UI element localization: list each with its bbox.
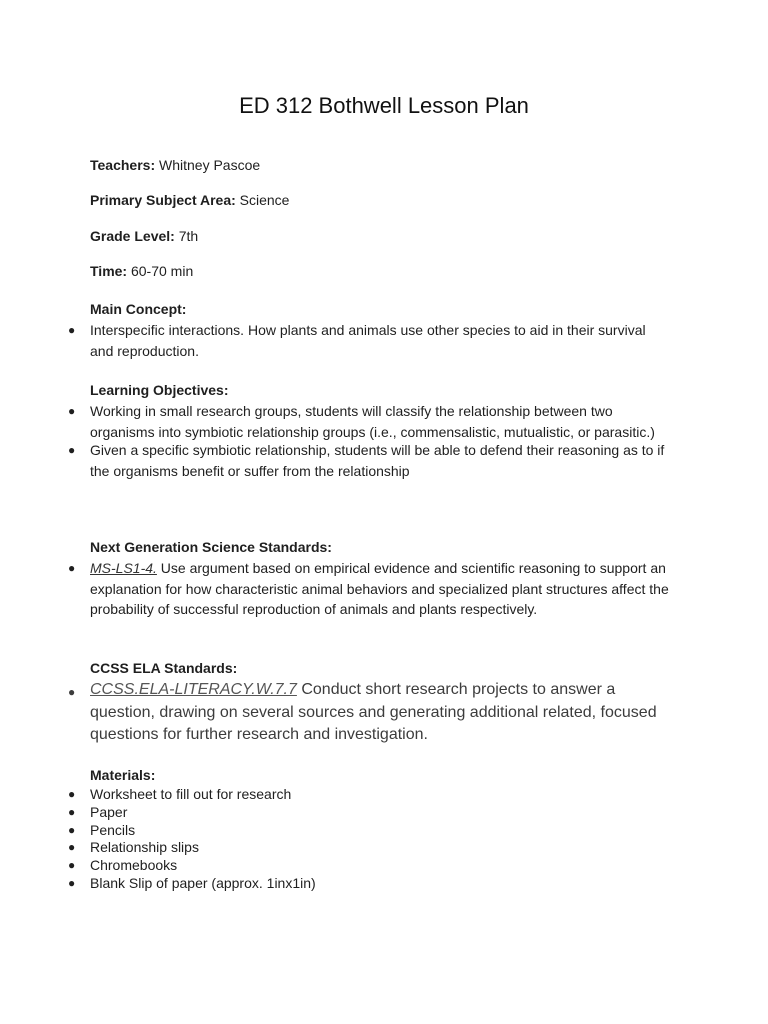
bullet-icon: ● (68, 804, 76, 819)
teachers-label: Teachers: (90, 157, 156, 173)
list-item-text: Given a specific symbiotic relationship, students will be able to defend their reasoning as to if the organisms benefit or suffer from the relationship (90, 442, 665, 479)
grade-value: 7th (178, 228, 199, 244)
learning-objectives-list (0, 401, 768, 481)
list-item (0, 804, 768, 822)
teachers-value: Whitney Pascoe (159, 157, 261, 173)
subject-label: Primary Subject Area: (90, 192, 236, 208)
list-item (0, 786, 768, 804)
list-item-text: Working in small research groups, students will classify the relationship between two organisms into symbiotic relationship groups (i.e., commensalistic, mutualistic, or parasitic.) (90, 403, 655, 440)
subject-value: Science (239, 192, 290, 208)
list-item-text: Worksheet to fill out for research (90, 786, 292, 802)
list-item (0, 320, 768, 361)
ccss-standard-link[interactable]: CCSS.ELA-LITERACY.W.7.7 (90, 681, 297, 698)
time-value: 60-70 min (130, 263, 194, 279)
ccss-standard-text: Conduct short research projects to answer a question, drawing on several sources and generating additional related, focused questions for further research and investigation. (90, 681, 657, 743)
list-item (0, 558, 768, 620)
page-title: ED 312 Bothwell Lesson Plan (239, 93, 529, 118)
main-concept-list (0, 320, 768, 361)
bullet-icon: ● (68, 443, 76, 457)
grade-label: Grade Level: (90, 228, 175, 244)
bullet-icon: ● (68, 561, 76, 575)
list-item-text: Chromebooks (90, 857, 178, 874)
list-item (0, 822, 768, 840)
list-item-text: Pencils (90, 821, 136, 838)
materials-heading: Materials: (90, 767, 156, 783)
bullet-icon: ● (68, 323, 76, 337)
ccss-list (0, 679, 768, 747)
ngss-heading: Next Generation Science Standards: (90, 539, 332, 555)
teachers-field (90, 155, 260, 175)
subject-field (90, 190, 289, 210)
time-label: Time: (90, 263, 128, 279)
list-item-text: Paper (90, 803, 128, 820)
list-item (0, 857, 768, 875)
bullet-icon: ● (68, 685, 76, 699)
list-item (0, 401, 768, 442)
bullet-icon: ● (68, 840, 76, 855)
list-item-text: Relationship slips (90, 839, 199, 856)
bullet-icon: ● (68, 787, 76, 801)
ngss-standard-link[interactable]: MS-LS1-4. (90, 560, 157, 576)
materials-list (0, 786, 768, 893)
list-item (0, 875, 768, 893)
bullet-icon: ● (68, 822, 76, 837)
list-item-text: Interspecific interactions. How plants and animals use other species to aid in their survival and reproduction. (90, 322, 646, 359)
ngss-standard-text: Use argument based on empirical evidence and scientific reasoning to support an explanation for how characteristic animal behaviors and specialized plant structures affect the probability of successful reproduction of animals and plants respectively. (90, 560, 669, 617)
list-item (0, 679, 768, 747)
time-field (90, 261, 193, 281)
bullet-icon: ● (68, 858, 76, 873)
list-item (0, 839, 768, 857)
main-concept-heading: Main Concept: (90, 301, 187, 317)
list-item-text: Blank Slip of paper (approx. 1inx1in) (90, 874, 316, 891)
grade-field (90, 226, 198, 246)
ngss-list (0, 558, 768, 620)
bullet-icon: ● (68, 404, 76, 418)
learning-objectives-heading: Learning Objectives: (90, 382, 229, 398)
list-item (0, 440, 768, 481)
bullet-icon: ● (68, 875, 76, 890)
ccss-heading: CCSS ELA Standards: (90, 660, 238, 676)
